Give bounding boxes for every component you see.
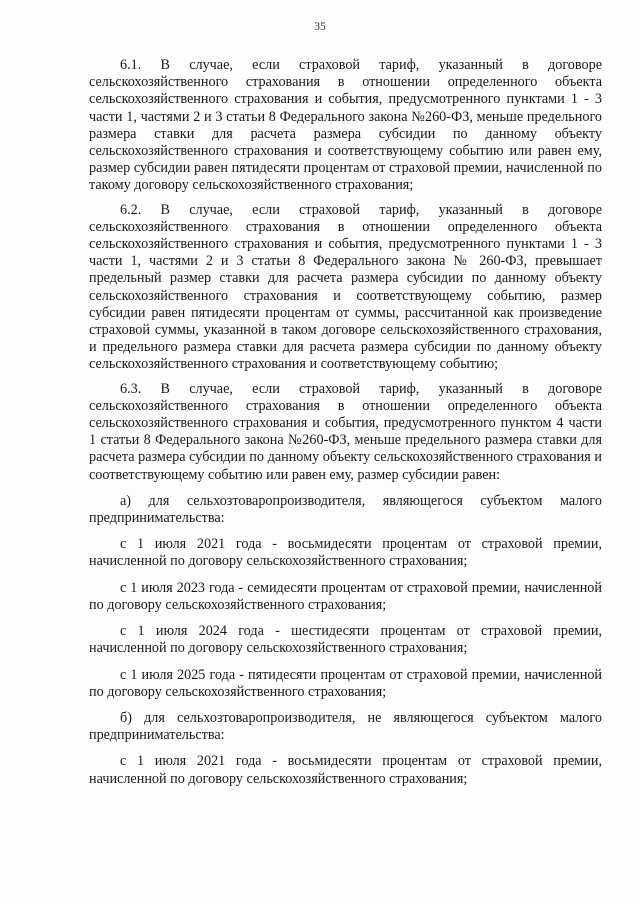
paragraph-a-2023: с 1 июля 2023 года - семидесяти процентам от страховой премии, начисленной по договору сельскохозяйственного страхования; <box>89 579 602 613</box>
document-body <box>89 57 602 797</box>
paragraph-a-2021: с 1 июля 2021 года - восьмидесяти процентам от страховой премии, начисленной по договору сельскохозяйственного страхования; <box>89 536 602 570</box>
page-number: 35 <box>314 21 326 33</box>
paragraph-b: б) для сельхозтоваропроизводителя, не являющегося субъектом малого предпринимательства: <box>89 709 602 744</box>
paragraph-6-2: 6.2. В случае, если страховой тариф, указанный в договоре сельскохозяйственного страхования в отношении определенного объекта сельскохозяйственного страхования и события, предусмотренного пунктами 1 - 3 части 1, частями 2 и 3 статьи 8 Федерального закона № 260-ФЗ, превышает предельный размер ставки для расчета размера субсидии по данному объекту сельскохозяйственного страхования и соответствующему событию, размер субсидии равен пятидесяти процентам от суммы, рассчитанной как произведение страховой суммы, указанной в таком договоре сельскохозяйственного страхования, и предельного размера ставки для расчета размера субсидии по данному объекту сельскохозяйственного страхования и соответствующему событию; <box>89 201 602 373</box>
paragraph-a-2024: с 1 июля 2024 года - шестидесяти процентам от страховой премии, начисленной по договору сельскохозяйственного страхования; <box>89 623 602 657</box>
paragraph-6-1: 6.1. В случае, если страховой тариф, указанный в договоре сельскохозяйственного страхования в отношении определенного объекта сельскохозяйственного страхования и события, предусмотренного пунктами 1 - 3 части 1, частями 2 и 3 статьи 8 Федерального закона №260-ФЗ, меньше предельного размера ставки для расчета размера субсидии по данному объекту сельскохозяйственного страхования и соответствующему событию или равен ему, размер субсидии равен пятидесяти процентам от страховой премии, начисленной по такому договору сельскохозяйственного страхования; <box>89 57 602 194</box>
paragraph-a: а) для сельхозтоваропроизводителя, являющегося субъектом малого предпринимательства: <box>89 492 602 527</box>
paragraph-a-2025: с 1 июля 2025 года - пятидесяти процентам от страховой премии, начисленной по договору сельскохозяйственного страхования; <box>89 666 602 700</box>
paragraph-b-2021: с 1 июля 2021 года - восьмидесяти процентам от страховой премии, начисленной по договору сельскохозяйственного страхования; <box>89 753 602 787</box>
paragraph-6-3: 6.3. В случае, если страховой тариф, указанный в договоре сельскохозяйственного страхования в отношении определенного объекта сельскохозяйственного страхования и события, предусмотренного пунктом 4 части 1 статьи 8 Федерального закона №260-ФЗ, меньше предельного размера ставки для расчета размера субсидии по данному объекту сельскохозяйственного страхования и соответствующему событию или равен ему, размер субсидии равен: <box>89 380 602 483</box>
